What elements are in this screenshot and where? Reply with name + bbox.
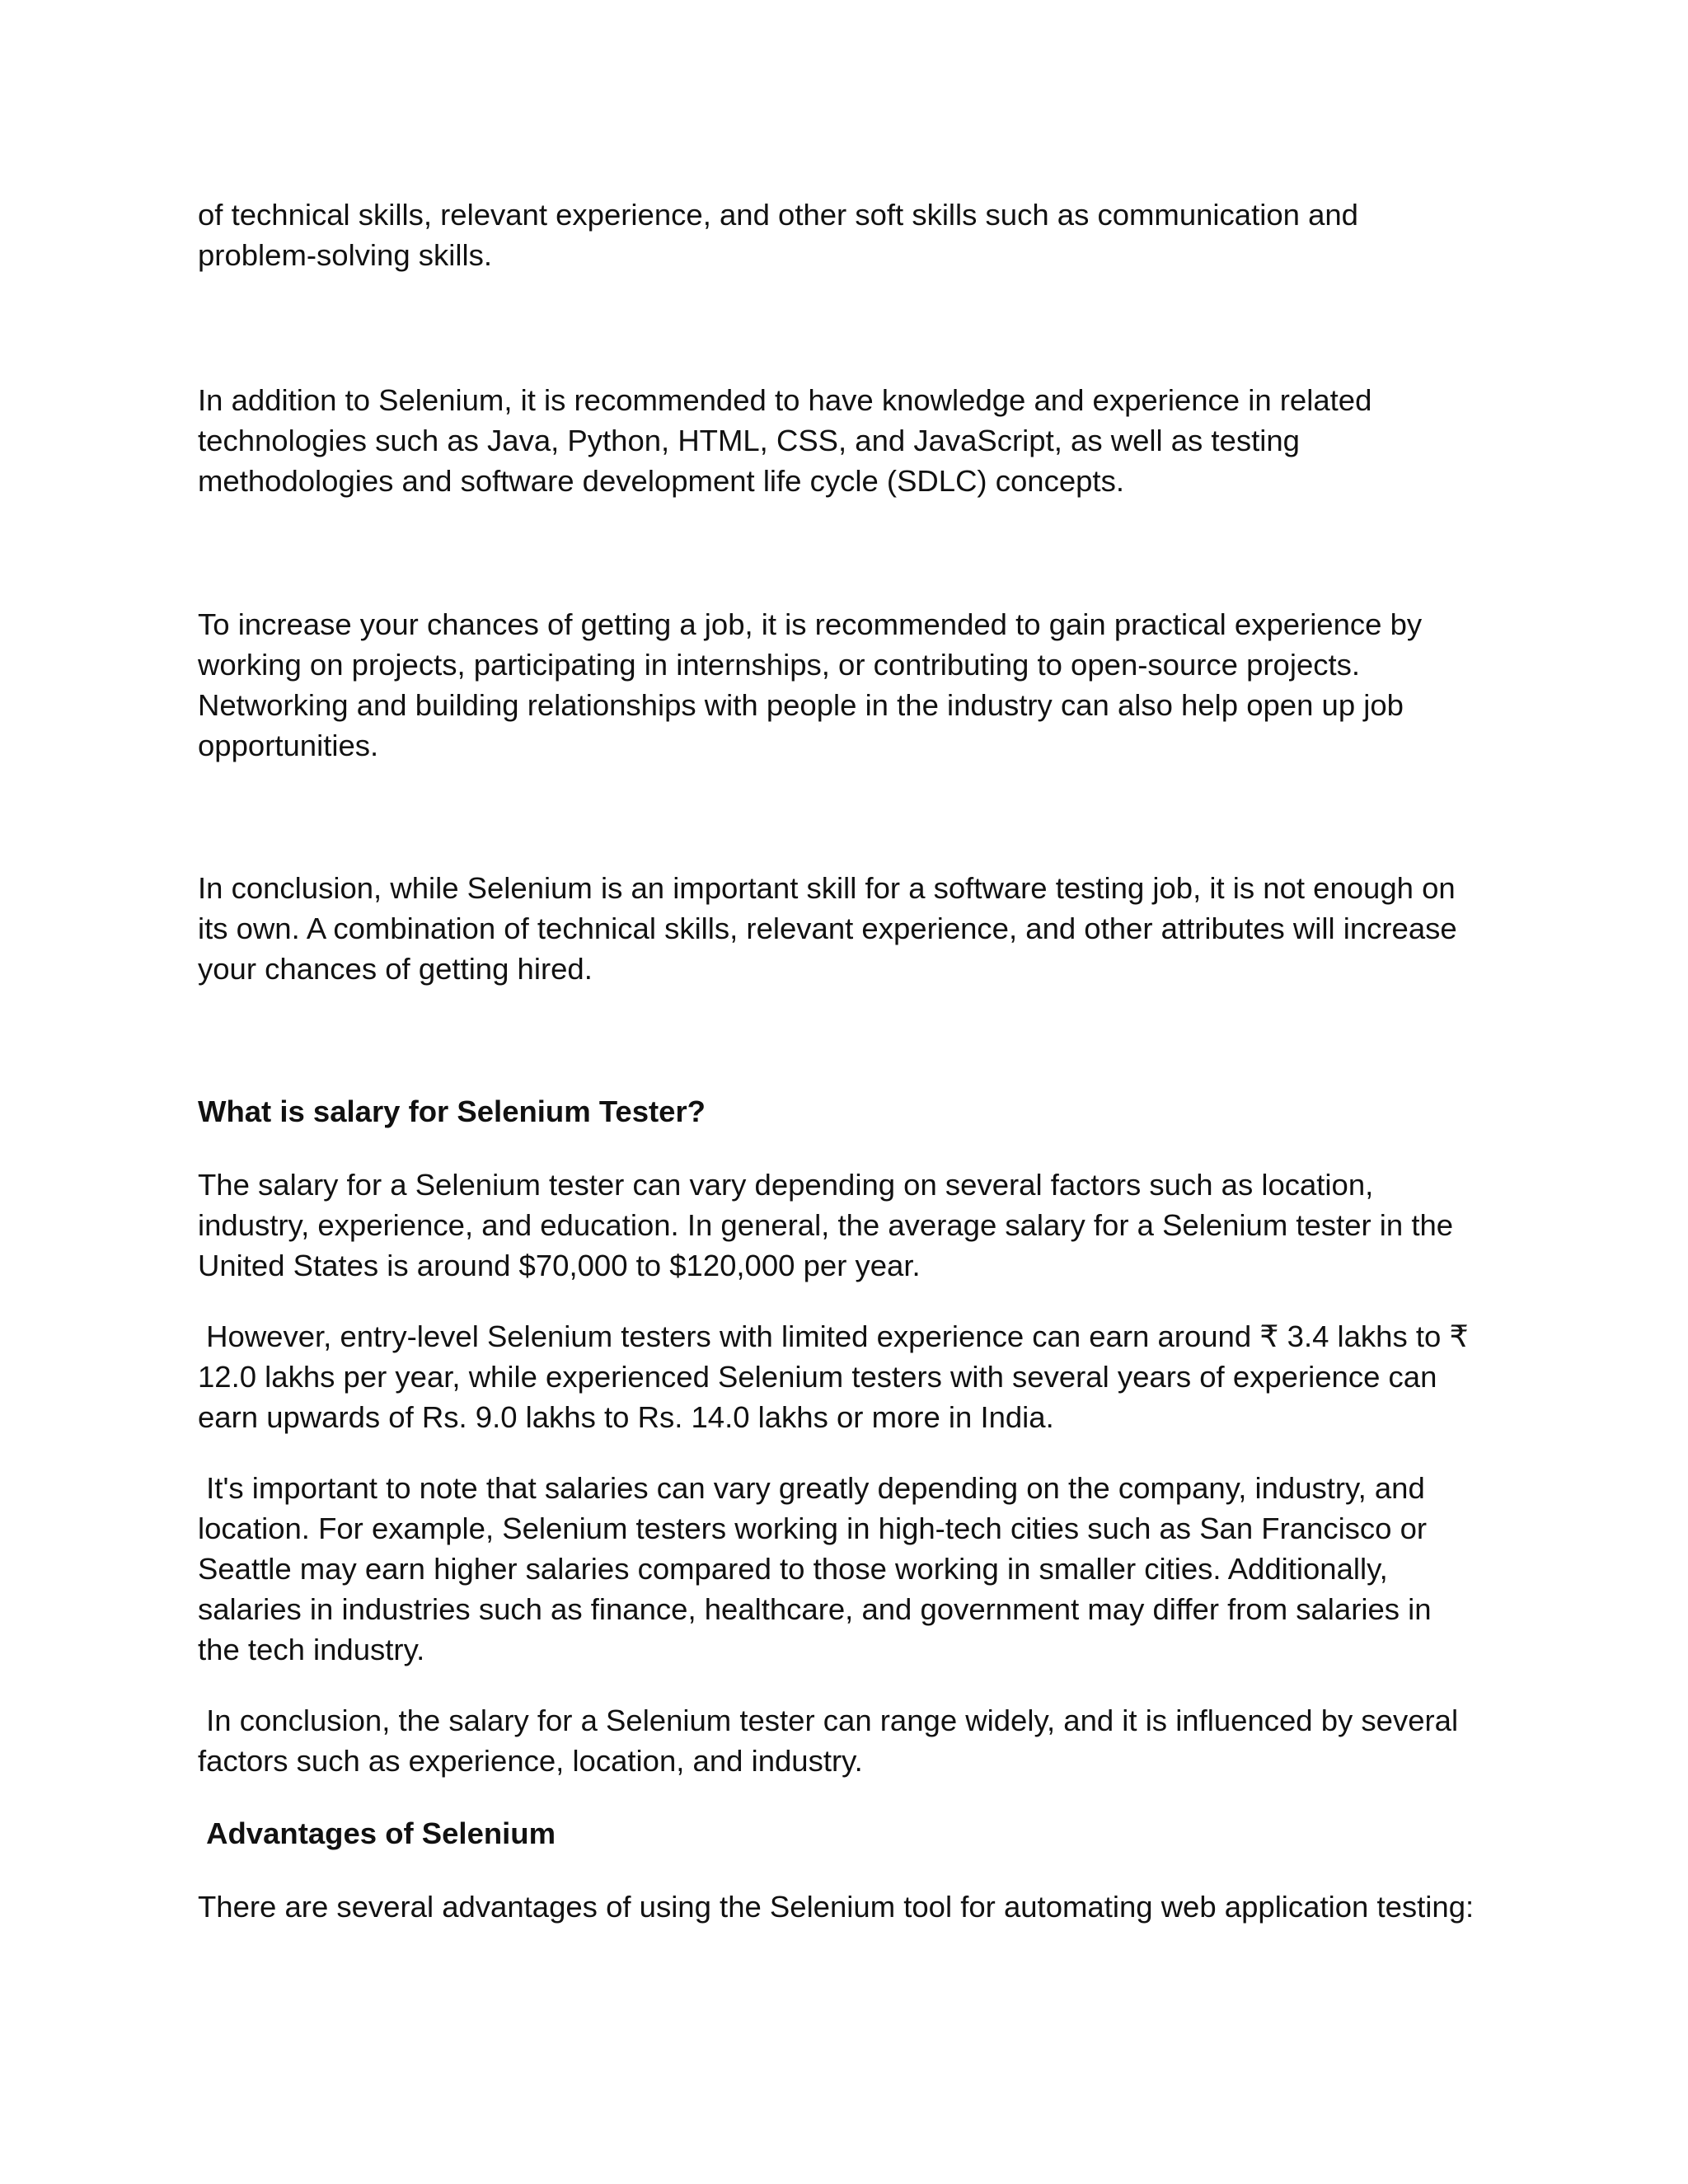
paragraph-practical-experience: To increase your chances of getting a job, it is recommended to gain practical experience by working on projects, participating in internships, or contributing to open-source projects. Networking and building relationships with people in the industry can also help open up job opportunities.	[198, 607, 1423, 762]
paragraph-salary-variation: It's important to note that salaries can vary greatly depending on the company, industry, and location. For example, Selenium testers working in high-tech cities such as San Francisco or Seattle may earn higher salaries compared to those working in smaller cities. Additionally, salaries in industries such as finance, healthcare, and government may differ from salaries in the tech industry.	[198, 1471, 1432, 1666]
paragraph-related-technologies: In addition to Selenium, it is recommended to have knowledge and experience in related technologies such as Java, Python, HTML, CSS, and JavaScript, as well as testing methodologies and software development life cycle (SDLC) concepts.	[198, 383, 1372, 498]
paragraph-skills-summary: of technical skills, relevant experience, and other soft skills such as communication and problem-solving skills.	[198, 198, 1358, 272]
paragraph-salary-conclusion: In conclusion, the salary for a Selenium tester can range widely, and it is influenced by several factors such as experience, location, and industry.	[198, 1704, 1459, 1778]
heading-advantages: Advantages of Selenium	[198, 1816, 556, 1850]
paragraph-salary-india: However, entry-level Selenium testers with limited experience can earn around ₹ 3.4 lakhs to ₹ 12.0 lakhs per year, while experienced Selenium testers with several years of experience can earn upwards of Rs. 9.0 lakhs to Rs. 14.0 lakhs or more in India.	[198, 1319, 1469, 1434]
paragraph-conclusion-skills: In conclusion, while Selenium is an important skill for a software testing job, it is not enough on its own. A combination of technical skills, relevant experience, and other attributes will increase your chances of getting hired.	[198, 871, 1457, 986]
heading-salary: What is salary for Selenium Tester?	[198, 1094, 706, 1128]
paragraph-salary-us: The salary for a Selenium tester can vary depending on several factors such as location, industry, experience, and education. In general, the average salary for a Selenium tester in the United States is around $70,000 to $120,000 per year.	[198, 1168, 1454, 1282]
paragraph-advantages-intro: There are several advantages of using the Selenium tool for automating web application testing:	[198, 1890, 1475, 1924]
